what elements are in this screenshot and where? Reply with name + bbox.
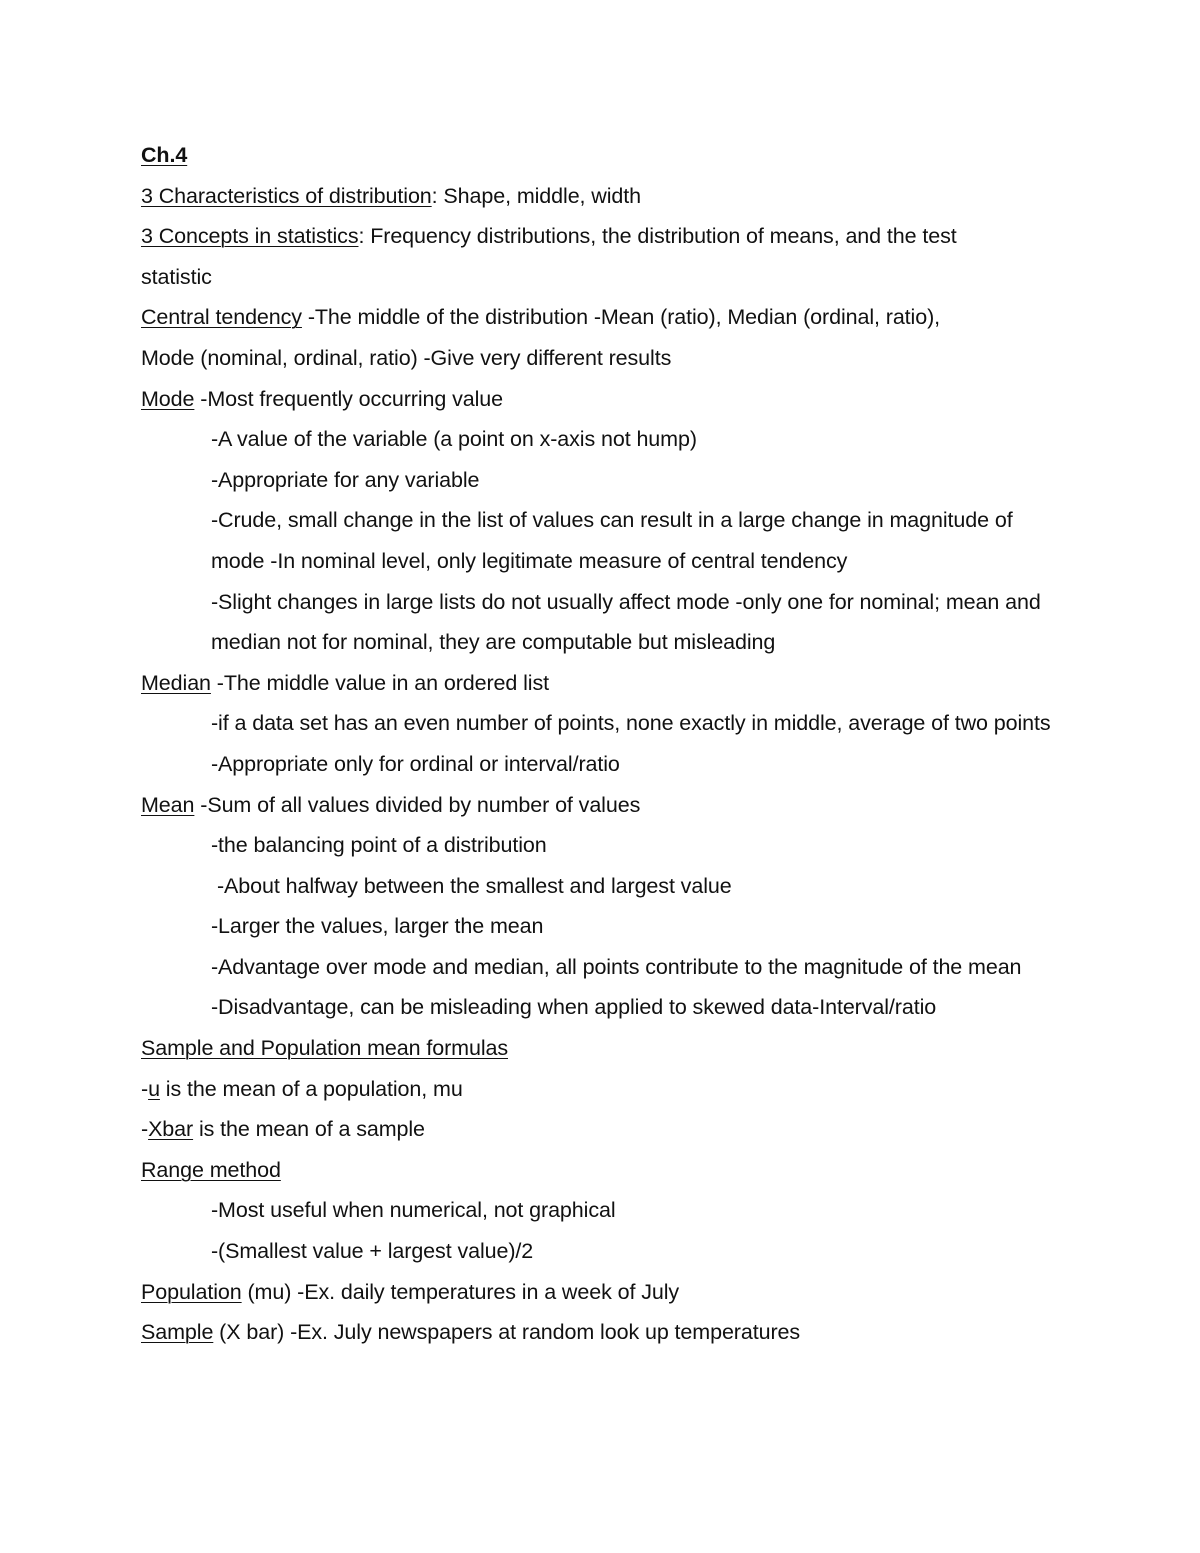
concepts-line xyxy=(141,216,1151,257)
mode-item: median not for nominal, they are computable but misleading xyxy=(211,630,776,655)
median-line xyxy=(141,663,1151,704)
xbar-prefix: - xyxy=(141,1117,149,1142)
population-line xyxy=(141,1272,1151,1313)
formulas-heading-line xyxy=(141,1028,1151,1069)
mean-line xyxy=(141,785,1151,826)
mean-text: -Sum of all values divided by number of values xyxy=(194,792,641,817)
sample-line xyxy=(141,1312,1151,1353)
central-tendency-continuation-text: Mode (nominal, ordinal, ratio) -Give very different results xyxy=(141,345,672,370)
doc-title: Ch.4 xyxy=(141,143,188,167)
central-tendency-term: Central tendency xyxy=(141,305,302,330)
mean-item: -the balancing point of a distribution xyxy=(211,833,547,858)
mode-term: Mode xyxy=(141,386,195,411)
range-item: -(Smallest value + largest value)/2 xyxy=(211,1239,534,1264)
mean-term: Mean xyxy=(141,792,195,817)
mode-item: -Appropriate for any variable xyxy=(211,467,480,492)
doc-title-line xyxy=(141,135,1151,176)
mode-line xyxy=(141,379,1151,420)
median-item: -Appropriate only for ordinal or interval/ratio xyxy=(211,751,620,776)
mu-text: is the mean of a population, mu xyxy=(159,1076,463,1101)
central-tendency-continuation xyxy=(141,338,1151,379)
population-text: (mu) -Ex. daily temperatures in a week of July xyxy=(241,1279,680,1304)
characteristics-term: 3 Characteristics of distribution xyxy=(141,183,432,208)
mode-item: mode -In nominal level, only legitimate measure of central tendency xyxy=(211,548,848,573)
mu-prefix: - xyxy=(141,1076,149,1101)
characteristics-line xyxy=(141,176,1151,217)
mean-item: -Larger the values, larger the mean xyxy=(211,914,544,939)
concepts-term: 3 Concepts in statistics xyxy=(141,224,359,249)
concepts-continuation-text: statistic xyxy=(141,264,212,289)
median-term: Median xyxy=(141,670,211,695)
mu-term: u xyxy=(148,1076,160,1101)
mean-item: -Disadvantage, can be misleading when applied to skewed data-Interval/ratio xyxy=(211,995,937,1020)
xbar-line xyxy=(141,1109,1151,1150)
median-text: -The middle value in an ordered list xyxy=(210,670,550,695)
population-term: Population xyxy=(141,1279,242,1304)
central-tendency-line xyxy=(141,297,1151,338)
sample-term: Sample xyxy=(141,1320,214,1345)
range-method-term: Range method xyxy=(141,1157,281,1182)
formulas-heading: Sample and Population mean formulas xyxy=(141,1036,508,1061)
mu-line xyxy=(141,1069,1151,1110)
mode-text: -Most frequently occurring value xyxy=(194,386,503,411)
range-item: -Most useful when numerical, not graphical xyxy=(211,1198,616,1223)
mean-item: -About halfway between the smallest and largest value xyxy=(217,873,732,898)
range-method-line xyxy=(141,1150,1151,1191)
central-tendency-text: -The middle of the distribution -Mean (ratio), Median (ordinal, ratio), xyxy=(301,305,941,330)
mode-item: -A value of the variable (a point on x-axis not hump) xyxy=(211,427,697,452)
mode-item: -Slight changes in large lists do not usually affect mode -only one for nominal; mean and xyxy=(211,589,1041,614)
notes-body xyxy=(141,135,1151,1353)
concepts-text: : Frequency distributions, the distribution of means, and the test xyxy=(358,224,957,249)
mode-item: -Crude, small change in the list of values can result in a large change in magnitude of xyxy=(211,508,1013,533)
characteristics-text: : Shape, middle, width xyxy=(431,183,641,208)
median-item: -if a data set has an even number of points, none exactly in middle, average of two points xyxy=(211,711,1051,736)
concepts-continuation xyxy=(141,257,1151,298)
mean-item: -Advantage over mode and median, all points contribute to the magnitude of the mean xyxy=(211,954,1022,979)
sample-text: (X bar) -Ex. July newspapers at random look up temperatures xyxy=(213,1320,801,1345)
xbar-term: Xbar xyxy=(148,1117,194,1142)
xbar-text: is the mean of a sample xyxy=(193,1117,425,1142)
